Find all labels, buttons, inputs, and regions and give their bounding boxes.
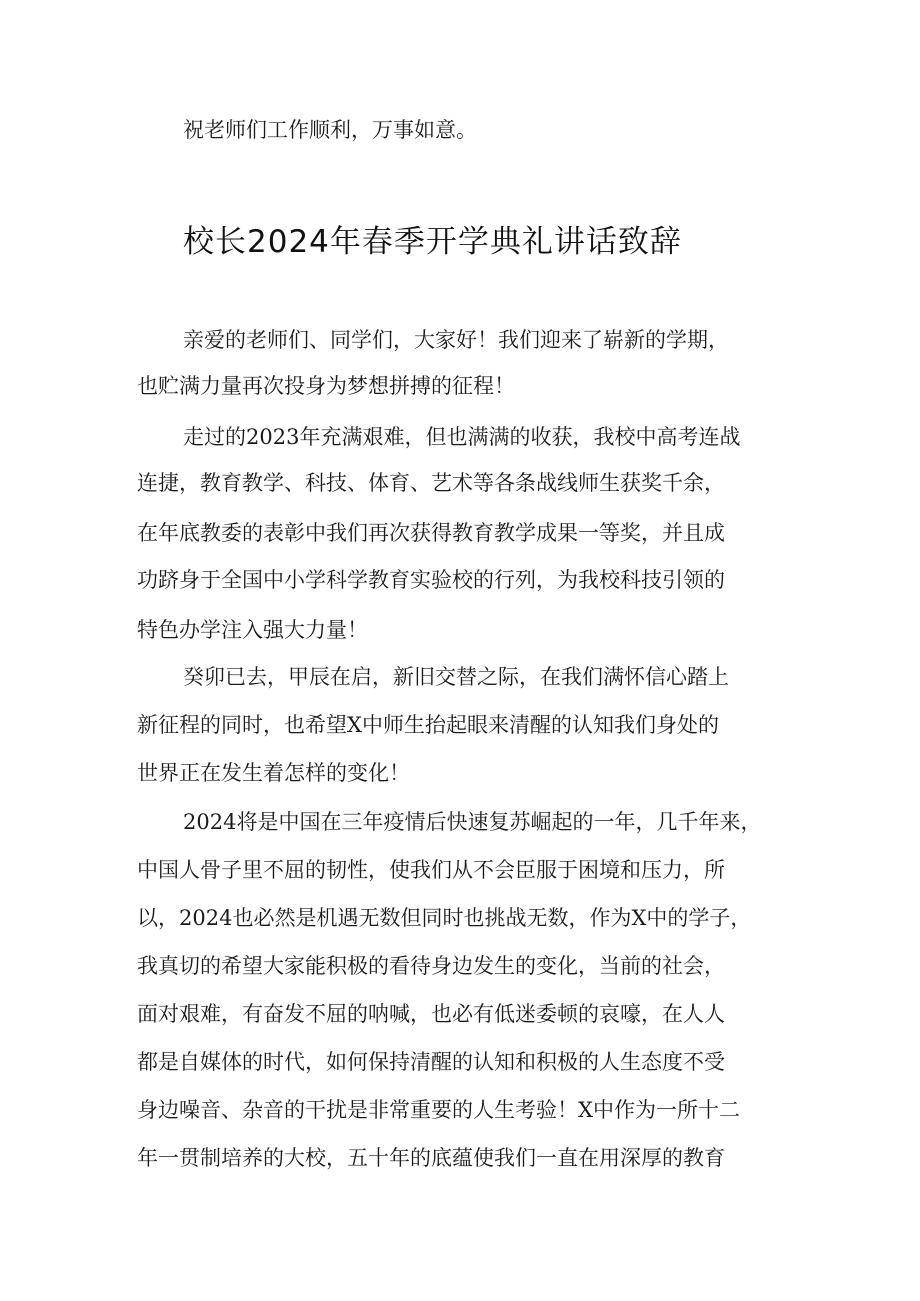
paragraph-line: 功跻身于全国中小学科学教育实验校的行列，为我校科技引领的 (137, 568, 725, 592)
paragraph-line: 身边噪音、杂音的干扰是非常重要的人生考验！X中作为一所十二 (137, 1098, 740, 1122)
closing-line: 祝老师们工作顺利，万事如意。 (183, 118, 477, 142)
paragraph-line: 中国人骨子里不屈的韧性，使我们从不会臣服于困境和压力，所 (137, 858, 725, 882)
paragraph-line: 2024将是中国在三年疫情后快速复苏崛起的一年，几千年来， (183, 810, 762, 834)
speech-title: 校长2024年春季开学典礼讲话致辞 (183, 224, 682, 260)
paragraph-line: 特色办学注入强大力量！ (137, 618, 368, 642)
paragraph-line: 我真切的希望大家能积极的看待身边发生的变化，当前的社会， (137, 954, 725, 978)
paragraph-line: 也贮满力量再次投身为梦想拼搏的征程！ (137, 374, 515, 398)
paragraph-line: 都是自媒体的时代，如何保持清醒的认知和积极的人生态度不受 (137, 1050, 725, 1074)
paragraph-line: 面对艰难，有奋发不屈的呐喊，也必有低迷委顿的哀嚎，在人人 (137, 1002, 725, 1026)
paragraph-line: 年一贯制培养的大校，五十年的底蕴使我们一直在用深厚的教育 (137, 1146, 725, 1170)
paragraph-line: 亲爱的老师们、同学们，大家好！我们迎来了崭新的学期， (183, 328, 729, 352)
paragraph-line: 以，2024也必然是机遇无数但同时也挑战无数，作为X中的学子， (137, 906, 752, 930)
paragraph-line: 癸卯已去，甲辰在启，新旧交替之际，在我们满怀信心踏上 (183, 665, 729, 689)
paragraph-line: 走过的2023年充满艰难，但也满满的收获，我校中高考连战 (183, 425, 741, 449)
paragraph-line: 世界正在发生着怎样的变化！ (137, 761, 410, 785)
paragraph-line: 连捷，教育教学、科技、体育、艺术等各条战线师生获奖千余， (137, 471, 725, 495)
paragraph-line: 新征程的同时，也希望X中师生抬起眼来清醒的认知我们身处的 (137, 713, 719, 737)
paragraph-line: 在年底教委的表彰中我们再次获得教育教学成果一等奖，并且成 (137, 521, 725, 545)
